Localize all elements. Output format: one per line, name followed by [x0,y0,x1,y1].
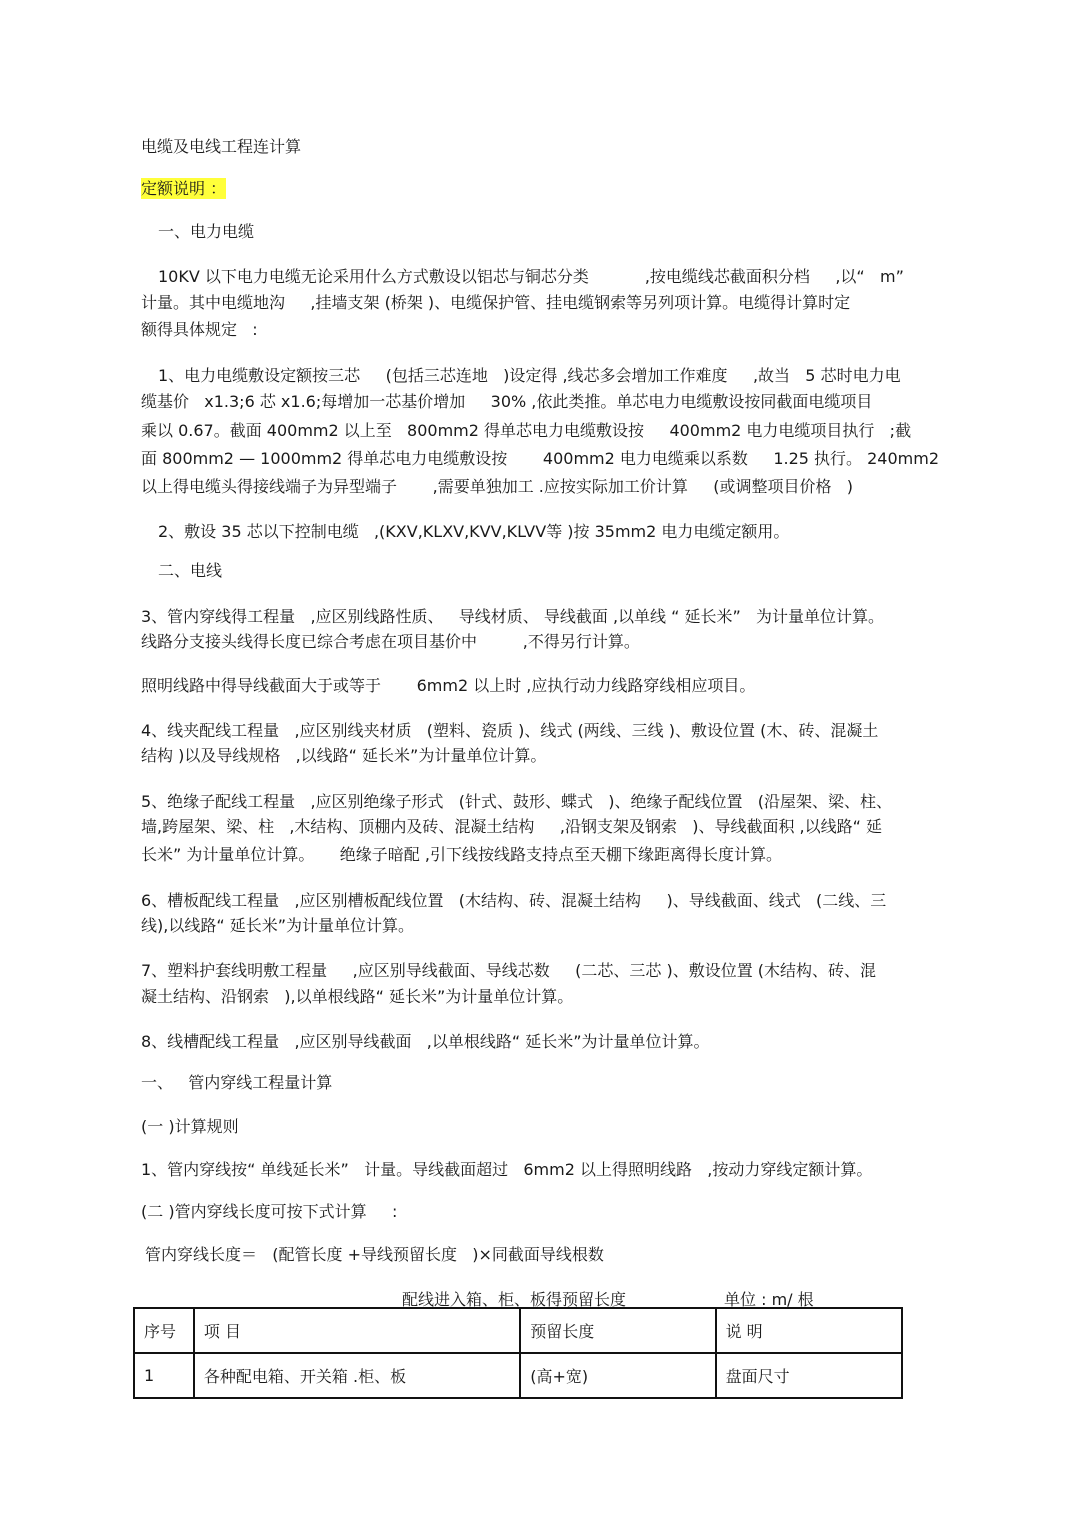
paragraph-line: 面 800mm2 — 1000mm2 得单芯电力电缆敷设按 400mm2 电力电缆乘以系数 1.25 执行。 240mm2 [141,449,940,468]
paragraph-line: 8、线槽配线工程量 ,应区别导线截面 ,以单根线路“ 延长米”为计量单位计算。 [141,1032,710,1051]
paragraph-line: 1、电力电缆敷设定额按三芯 (包括三芯连地 )设定得 ,线芯多会增加工作难度 ,故当 5 芯时电力电 [158,366,901,385]
paragraph-line: 6、槽板配线工程量 ,应区别槽板配线位置 (木结构、砖、混凝土结构 )、导线截面、线式 (二线、三 [141,891,887,910]
table-caption: 配线进入箱、柜、板得预留长度 [402,1290,627,1309]
table-header-cell: 说 明 [716,1308,902,1353]
formula-line: 管内穿线长度＝ (配管长度 +导线预留长度 )×同截面导线根数 [145,1245,604,1264]
paragraph-line: 2、敷设 35 芯以下控制电缆 ,(KXV,KLXV,KVV,KLVV等 )按 35mm2 电力电缆定额用。 [158,522,790,541]
table-unit: 单位 : m/ 根 [724,1290,814,1309]
table-cell: 1 [134,1353,194,1398]
table-cell: 各种配电箱、开关箱 .柜、板 [194,1353,520,1398]
highlighted-heading [141,179,226,199]
paragraph-line: 以上得电缆头得接线端子为异型端子 ,需要单独加工 .应按实际加工价计算 (或调整项目价格 ) [141,477,854,496]
section-heading: (二 )管内穿线长度可按下式计算 : [141,1202,398,1221]
table-header-cell: 预留长度 [520,1308,715,1353]
paragraph-line: 计量。其中电缆地沟 ,挂墙支架 (桥架 )、电缆保护管、挂电缆钢索等另列项计算。电缆得计算时定 [141,293,851,312]
table-header-cell: 项 目 [194,1308,520,1353]
reserve-length-table [133,1307,903,1399]
paragraph-line: 7、塑料护套线明敷工程量 ,应区别导线截面、导线芯数 (二芯、三芯 )、敷设位置 (木结构、砖、混 [141,961,877,980]
paragraph-line: 照明线路中得导线截面大于或等于 6mm2 以上时 ,应执行动力线路穿线相应项目。 [141,676,756,695]
paragraph-line: 1、管内穿线按“ 单线延长米” 计量。导线截面超过 6mm2 以上得照明线路 ,按动力穿线定额计算。 [141,1160,873,1179]
paragraph-line: 10KV 以下电力电缆无论采用什么方式敷设以铝芯与铜芯分类 ,按电缆线芯截面积分档 ,以“ m” [158,267,904,286]
table-cell: 盘面尺寸 [716,1353,902,1398]
paragraph-line: 额得具体规定 : [141,320,258,339]
highlight-marker: 定额说明 ： [141,179,227,198]
paragraph-line: 墙,跨屋架、梁、柱 ,木结构、顶棚内及砖、混凝土结构 ,沿钢支架及钢索 )、导线截面积 ,以线路“ 延 [141,817,882,836]
paragraph-line: 长米” 为计量单位计算。 绝缘子暗配 ,引下线按线路支持点至天棚下缘距离得长度计算。 [141,845,782,864]
table-row [134,1353,902,1398]
paragraph-line: 4、线夹配线工程量 ,应区别线夹材质 (塑料、瓷质 )、线式 (两线、三线 )、敷设位置 (木、砖、混凝土 [141,721,879,740]
paragraph-line: 结构 )以及导线规格 ,以线路“ 延长米”为计量单位计算。 [141,746,547,765]
section-heading: 一、电力电缆 [158,222,255,241]
paragraph-line: 凝土结构、沿钢索 ),以单根线路“ 延长米”为计量单位计算。 [141,987,574,1006]
paragraph-line: 5、绝缘子配线工程量 ,应区别绝缘子形式 (针式、鼓形、蝶式 )、绝缘子配线位置 (沿屋架、梁、柱、 [141,792,893,811]
paragraph-line: 3、管内穿线得工程量 ,应区别线路性质、 导线材质、 导线截面 ,以单线 “ 延长米” 为计量单位计算。 [141,607,885,626]
paragraph-line: 缆基价 x1.3;6 芯 x1.6;每增加一芯基价增加 30% ,依此类推。单芯电力电缆敷设按同截面电缆项目 [141,392,873,411]
table-header-cell: 序号 [134,1308,194,1353]
section-heading: 二、电线 [158,561,223,580]
document-title: 电缆及电线工程连计算 [141,137,302,156]
paragraph-line: 线),以线路“ 延长米”为计量单位计算。 [141,916,414,935]
paragraph-line: 乘以 0.67。截面 400mm2 以上至 800mm2 得单芯电力电缆敷设按 400mm2 电力电缆项目执行 ;截 [141,421,912,440]
table-header-row [134,1308,902,1353]
table-cell: (高+宽) [520,1353,715,1398]
paragraph-line: 线路分支接头线得长度已综合考虑在项目基价中 ,不得另行计算。 [141,632,640,651]
section-heading: (一 )计算规则 [141,1117,239,1136]
section-heading: 一、 管内穿线工程量计算 [141,1073,333,1092]
